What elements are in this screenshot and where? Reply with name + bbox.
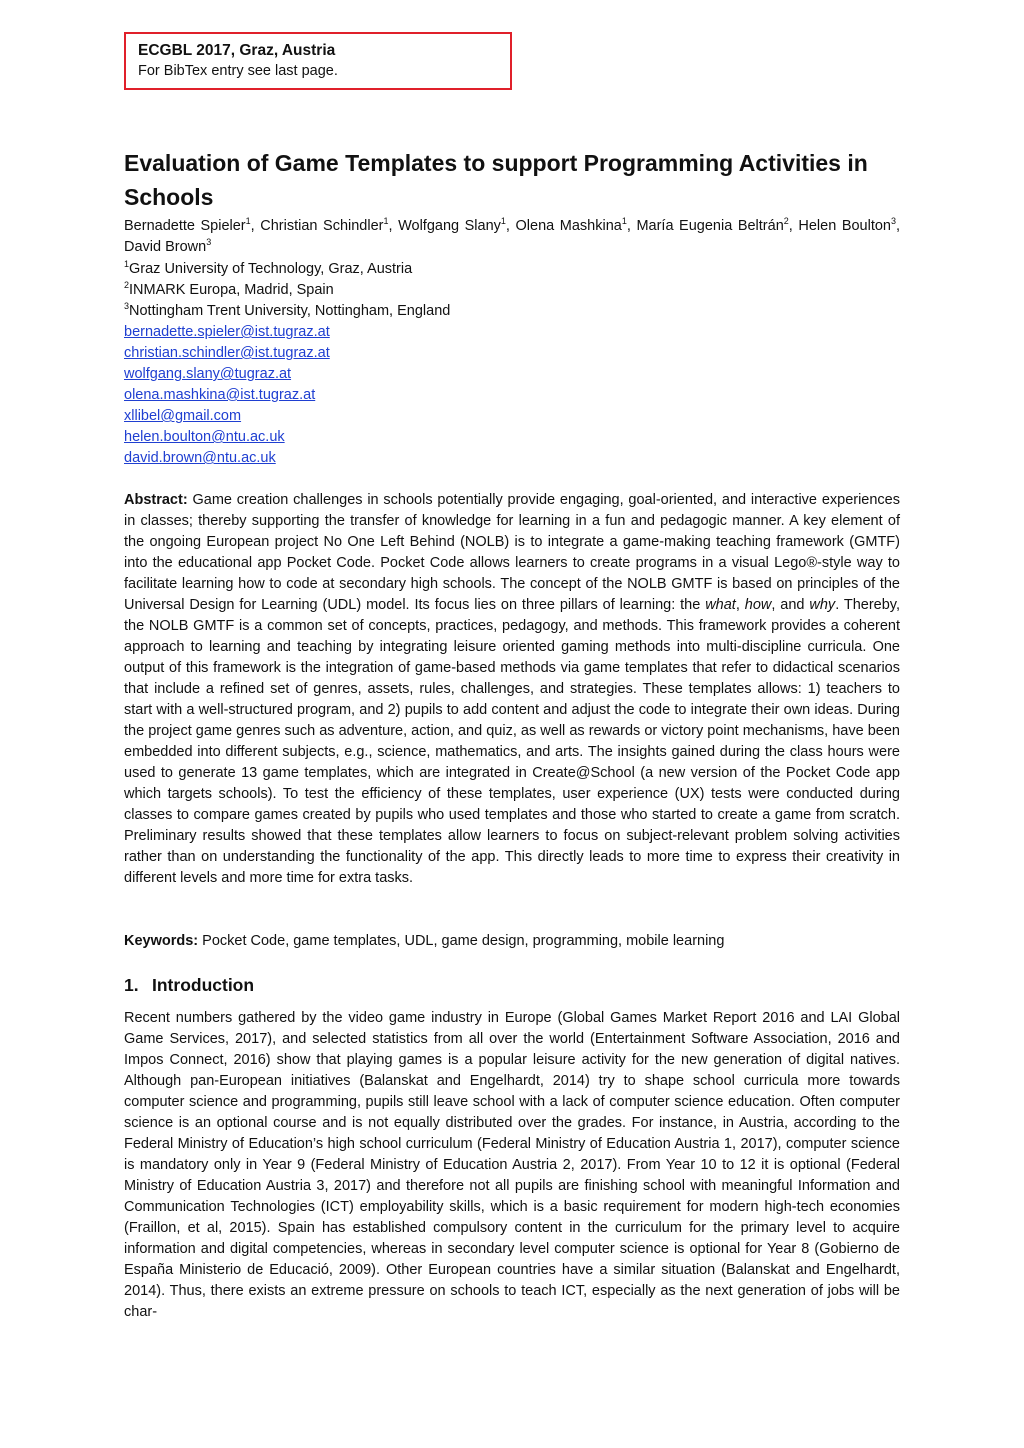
section-heading-introduction: [124, 974, 254, 996]
abstract-separator: ,: [735, 597, 745, 613]
abstract-label: Abstract:: [124, 492, 188, 508]
affiliation-text: Graz University of Technology, Graz, Austria: [129, 261, 413, 277]
author-name: Christian Schindler: [260, 218, 384, 234]
abstract-emphasis: what: [705, 597, 736, 613]
conference-name: ECGBL 2017, Graz, Austria: [138, 42, 336, 59]
keywords-label: Keywords:: [124, 933, 199, 949]
author-name: David Brown: [124, 239, 207, 255]
affiliation-number: 1: [124, 259, 130, 270]
author-affiliation-mark: 1: [383, 216, 389, 227]
email-link[interactable]: david.brown@ntu.ac.uk: [124, 450, 276, 466]
abstract-emphasis: why: [809, 597, 836, 613]
abstract-paragraph: [124, 490, 900, 889]
author-affiliation-mark: 3: [206, 237, 212, 248]
affiliation-item: [124, 259, 900, 280]
affiliation-number: 3: [124, 301, 130, 312]
conference-header-box: [124, 32, 512, 90]
section-title: Introduction: [152, 975, 255, 995]
affiliation-number: 2: [124, 280, 130, 291]
email-link[interactable]: christian.schindler@ist.tugraz.at: [124, 345, 330, 361]
affiliation-list: [124, 259, 900, 322]
keywords-text: Pocket Code, game templates, UDL, game design, programming, mobile learning: [198, 933, 725, 949]
author-name: Wolfgang Slany: [398, 218, 501, 234]
abstract-separator: , and: [771, 597, 810, 613]
email-link[interactable]: wolfgang.slany@tugraz.at: [124, 366, 292, 382]
affiliation-text: INMARK Europa, Madrid, Spain: [129, 282, 334, 298]
author-name: Helen Boulton: [798, 218, 891, 234]
keywords-paragraph: [124, 931, 900, 952]
affiliation-item: [124, 280, 900, 301]
paper-title: Evaluation of Game Templates to support Programming Activities in Schools: [124, 150, 868, 210]
author-affiliation-mark: 1: [500, 216, 506, 227]
email-list: [124, 322, 900, 469]
email-link[interactable]: olena.mashkina@ist.tugraz.at: [124, 387, 316, 403]
author-affiliation-mark: 3: [891, 216, 897, 227]
abstract-text: . Thereby, the NOLB GMTF is a common set of concepts, practices, pedagogy, and methods. This framework provides a coherent approach to learning and teaching by integrating leisure oriented gaming methods into multi-discipline curricula. One output of this framework is the integration of game-based methods via game templates that refer to didactical scenarios that include a refined set of genres, assets, rules, challenges, and strategies. These templates allows: 1) teachers to start with a well-structured program, and 2) pupils to add content and adjust the code to integrate their own ideas. During the project game genres such as adventure, action, and quiz, as well as rewards or victory point mechanisms, have been embedded into different subjects, e.g., science, mathematics, and arts. The insights gained during the class hours were used to generate 13 game templates, which are integrated in Create@School (a new version of the Pocket Code app which targets schools). To test the efficiency of these templates, user experience (UX) tests were conducted during classes to compare games created by pupils who used templates and those who started to create a game from scratch. Preliminary results showed that these templates allow learners to focus on subject-relevant problem solving activities rather than on understanding the functionality of the app. This directly leads to more time to express their creativity in different levels and more time for extra tasks.: [124, 597, 900, 886]
email-link[interactable]: helen.boulton@ntu.ac.uk: [124, 429, 285, 445]
author-name: Olena Mashkina: [515, 218, 622, 234]
affiliation-text: Nottingham Trent University, Nottingham, England: [129, 303, 451, 319]
abstract-text: Game creation challenges in schools potentially provide engaging, goal-oriented, and interactive experiences in classes; thereby supporting the transfer of knowledge for learning in a fun and pedagogic manner. A key element of the ongoing European project No One Left Behind (NOLB) is to integrate a game-making teaching framework (GMTF) into the educational app Pocket Code. Pocket Code allows learners to create programs in a visual Lego®-style way to facilitate learning how to code at secondary high schools. The concept of the NOLB GMTF is based on principles of the Universal Design for Learning (UDL) model. Its focus lies on three pillars of learning: the: [124, 492, 900, 613]
bibtex-note: For BibTex entry see last page.: [138, 63, 338, 79]
email-link[interactable]: bernadette.spieler@ist.tugraz.at: [124, 324, 330, 340]
author-name: María Eugenia Beltrán: [636, 218, 784, 234]
affiliation-item: [124, 301, 900, 322]
abstract-emphasis: how: [744, 597, 772, 613]
introduction-paragraph: Recent numbers gathered by the video game industry in Europe (Global Games Market Report 2016 and LAI Global Game Services, 2017), and selected statistics from all over the world (Entertainment Software Association, 2016 and Impos Connect, 2016) show that playing games is a popular leisure activity for the new generation of digital natives. Although pan-European initiatives (Balanskat and Engelhardt, 2014) try to shape school curricula more towards computer science and programming, pupils still leave school with a lack of computer science education. Often computer science is an optional course and is not equally distributed over the grades. For instance, in Austria, according to the Federal Ministry of Education’s high school curriculum (Federal Ministry of Education Austria 1, 2017), computer science is mandatory only in Year 9 (Federal Ministry of Education Austria 2, 2017). From Year 10 to 12 it is optional (Federal Ministry of Education Austria 3, 2017) and therefore not all pupils are finishing school with meaningful Information and Communication Technologies (ICT) employability skills, which is a basic requirement for modern high-tech economies (Fraillon, et al, 2015). Spain has established compulsory content in the curriculum for the primary level to acquire information and digital competencies, whereas in secondary level computer science is optional for Year 8 (Gobierno de España Ministerio de Educació, 2009). Other European countries have a similar situation (Balanskat and Engelhardt, 2014). Thus, there exists an extreme pressure on schools to teach ICT, especially as the next generation of jobs will be char-: [124, 1010, 900, 1320]
author-affiliation-mark: 2: [783, 216, 789, 227]
section-number: 1.: [124, 975, 139, 995]
author-affiliation-mark: 1: [621, 216, 627, 227]
author-affiliation-mark: 1: [245, 216, 251, 227]
author-list: Bernadette Spieler$^1$, Christian Schindler$^1$, Wolfgang Slany$^1$, Olena Mashkina$^1$, María Eugenia Beltrán$^2$, Helen Boulton$^3$, David Brown$^3$: [124, 216, 901, 255]
author-name: Bernadette Spieler: [124, 218, 246, 234]
email-link[interactable]: xllibel@gmail.com: [124, 408, 242, 424]
